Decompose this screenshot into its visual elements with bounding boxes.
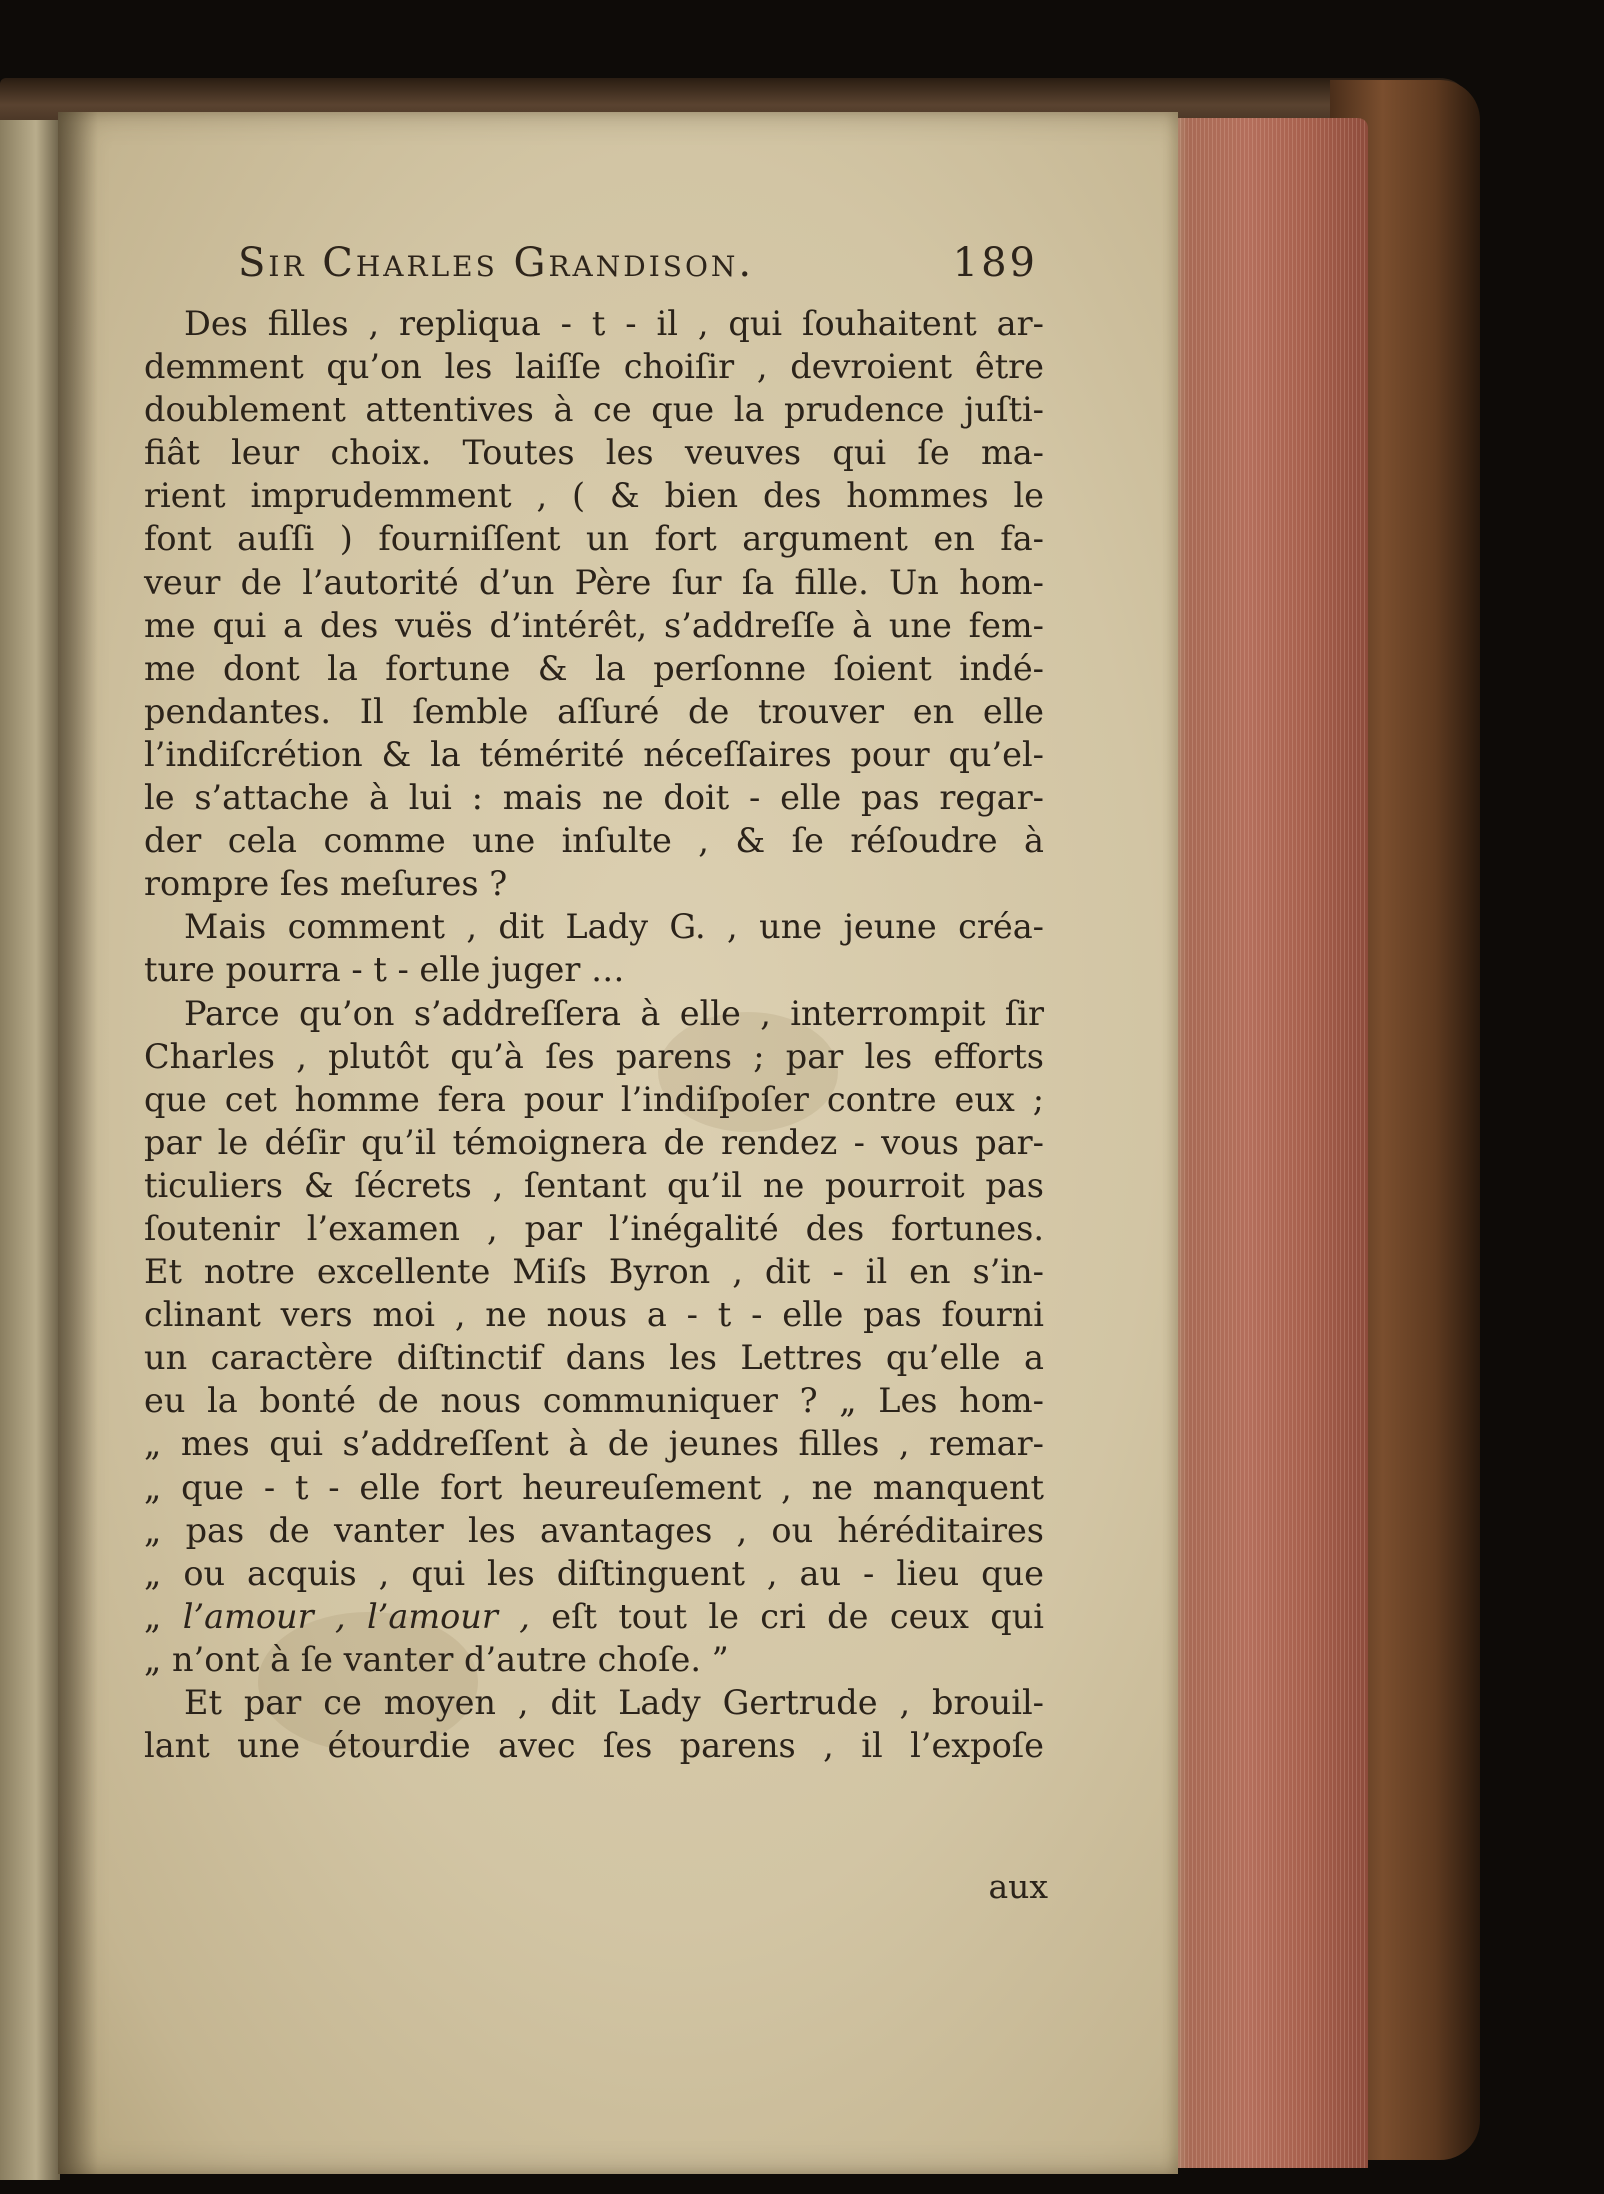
text-line: Des filles , repliqua - t - il , qui ſouhaitent ar- <box>184 304 1044 343</box>
page-number: 189 <box>952 240 1038 286</box>
text-line: pendantes. Il ſemble aſſuré de trouver en elle <box>144 691 1044 731</box>
text-line: ture pourra - t - elle juger … <box>144 950 625 990</box>
text-line: lant une étourdie avec ſes parens , il l’expoſe <box>144 1726 1044 1766</box>
text-line: „ que - t - elle fort heureuſement , ne manquent <box>144 1467 1044 1507</box>
text-line: veur de l’autorité d’un Père ſur ſa fille. Un hom- <box>144 562 1044 602</box>
text-line: „ ou acquis , qui les diſtinguent , au - lieu que <box>144 1553 1044 1593</box>
text-line: ſoutenir l’examen , par l’inégalité des fortunes. <box>144 1208 1044 1248</box>
text-line: Mais comment , dit Lady G. , une jeune créa- <box>184 907 1044 947</box>
text-line: ticuliers & ſécrets , ſentant qu’il ne pourroit pas <box>144 1165 1044 1205</box>
page-body-text <box>144 302 1044 1767</box>
running-head-title: Sir Charles Grandison. <box>238 240 755 286</box>
text-line: „ n’ont à ſe vanter d’autre choſe. ” <box>144 1639 729 1679</box>
text-line: rient imprudemment , ( & bien des hommes le <box>144 476 1044 516</box>
text-line: font auſſi ) fourniſſent un fort argument en fa- <box>144 519 1044 559</box>
catchword: aux <box>988 1867 1048 1906</box>
text-line: Et notre excellente Miſs Byron , dit - il en s’in- <box>144 1252 1044 1292</box>
previous-page-edge <box>0 120 60 2180</box>
text-line: par le déſir qu’il témoignera de rendez - vous par- <box>144 1122 1044 1162</box>
text-line: doublement attentives à ce que la prudence juſti- <box>144 390 1044 430</box>
text-line: un caractère diſtinctif dans les Lettres qu’elle a <box>144 1338 1044 1378</box>
text-line: der cela comme une inſulte , & ſe réſoudre à <box>144 821 1044 861</box>
running-head <box>238 240 1038 300</box>
text-line: Charles , plutôt qu’à ſes parens ; par les efforts <box>144 1036 1044 1076</box>
text-line: le s’attache à lui : mais ne doit - elle pas regar- <box>144 778 1044 818</box>
text-line: „ l’amour , l’amour , eſt tout le cri de ceux qui <box>144 1596 1044 1636</box>
text-line: eu la bonté de nous communiquer ? „ Les hom- <box>144 1381 1044 1421</box>
text-line: fiât leur choix. Toutes les veuves qui ſe ma- <box>144 433 1044 473</box>
text-line: „ mes qui s’addreſſent à de jeunes filles , remar- <box>144 1424 1044 1464</box>
text-line: „ pas de vanter les avantages , ou héréditaires <box>144 1510 1044 1550</box>
text-line: clinant vers moi , ne nous a - t - elle pas fourni <box>144 1295 1044 1335</box>
text-line: Et par ce moyen , dit Lady Gertrude , brouil- <box>184 1683 1044 1722</box>
text-line: demment qu’on les laiſſe choiſir , devroient être <box>144 347 1044 387</box>
text-line: me qui a des vuës d’intérêt, s’addreſſe à une fem- <box>144 605 1044 645</box>
text-line: rompre ſes meſures ? <box>144 864 508 904</box>
text-line: Parce qu’on s’addreſſera à elle , interrompit ſir <box>184 993 1044 1033</box>
text-line: l’indiſcrétion & la témérité néceſſaires pour qu’el- <box>144 734 1044 774</box>
text-line: me dont la fortune & la perſonne ſoient indé- <box>144 648 1044 688</box>
text-line: que cet homme fera pour l’indiſpoſer contre eux ; <box>144 1079 1044 1119</box>
book-page <box>58 112 1178 2174</box>
page-gutter-shadow <box>58 112 98 2174</box>
page-fore-edge <box>1168 118 1368 2168</box>
